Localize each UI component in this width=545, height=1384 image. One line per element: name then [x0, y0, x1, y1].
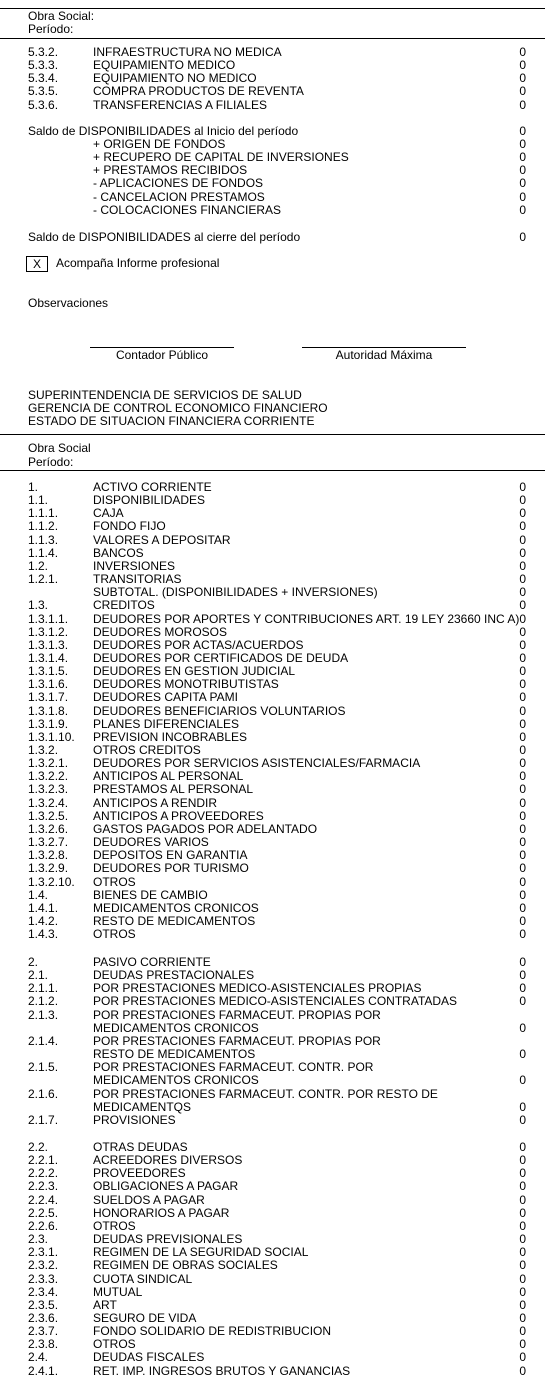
table-row	[28, 928, 526, 941]
row-description: DEUDORES POR SERVICIOS ASISTENCIALES/FARMACIA	[93, 756, 421, 771]
row-description-line-1: POR PRESTACIONES FARMACEUT. PROPIAS POR	[93, 1033, 381, 1048]
table-row	[28, 1273, 526, 1286]
row-code: 2.3.7.	[28, 1324, 59, 1339]
row-description: EQUIPAMIENTO NO MEDICO	[93, 71, 257, 86]
row-description: POR PRESTACIONES MEDICO-ASISTENCIALES PROPIAS	[93, 981, 422, 996]
table-row	[28, 665, 526, 678]
row-value: 0	[519, 480, 526, 494]
row-code: 2.4.	[28, 1350, 49, 1365]
row-description: OTROS CREDITOS	[93, 743, 201, 757]
table-row	[28, 1035, 526, 1061]
table-row	[28, 99, 526, 112]
table-row	[28, 889, 526, 902]
row-code: 1.3.2.8.	[28, 848, 69, 863]
row-code: 2.3.5.	[28, 1297, 59, 1312]
row-value: 0	[519, 756, 526, 771]
row-value: 0	[519, 1020, 526, 1035]
row-value: 0	[519, 900, 526, 915]
table-row	[28, 876, 526, 889]
header-line-3: ESTADO DE SITUACION FINANCIERA CORRIENTE	[28, 414, 315, 428]
table-row	[28, 494, 526, 507]
row-value: 0	[519, 545, 526, 560]
row-description: ACTIVO CORRIENTE	[93, 480, 212, 494]
row-code: 1.3.1.4.	[28, 650, 69, 665]
table-row	[28, 520, 526, 533]
cash-flow-value: 0	[519, 163, 526, 178]
row-value: 0	[519, 848, 526, 863]
row-description: DEUDORES POR CERTIFICADOS DE DEUDA	[93, 650, 349, 665]
row-code: 2.3.3.	[28, 1271, 59, 1286]
row-value: 0	[519, 1310, 526, 1325]
row-code: 1.3.2.9.	[28, 861, 69, 876]
row-value: 0	[519, 994, 526, 1009]
row-value: 0	[519, 955, 526, 969]
row-value: 0	[519, 981, 526, 996]
row-description-line-2: MEDICAMENTQS	[93, 1099, 192, 1114]
row-description-line-2: MEDICAMENTOS CRONICOS	[93, 1073, 259, 1088]
row-description: MUTUAL	[93, 1284, 143, 1299]
row-value: 0	[519, 97, 526, 112]
row-description: DEUDORES CAPITA PAMI	[93, 690, 238, 705]
row-value: 0	[519, 58, 526, 73]
row-description: TRANSFERENCIAS A FILIALES	[93, 97, 268, 112]
row-value: 0	[519, 1140, 526, 1154]
table-row	[28, 613, 526, 626]
row-value: 0	[519, 506, 526, 521]
saldo-inicio-value: 0	[519, 124, 526, 138]
row-code: 1.3.2.7.	[28, 835, 69, 850]
table-row	[28, 902, 526, 915]
row-description: INFRAESTRUCTURA NO MEDICA	[93, 45, 282, 59]
row-description: REGIMEN DE LA SEGURIDAD SOCIAL	[93, 1245, 309, 1260]
row-value: 0	[519, 716, 526, 731]
row-code: 1.3.	[28, 598, 49, 613]
row-value: 0	[519, 677, 526, 692]
row-description: OTROS	[93, 1218, 136, 1233]
table-row	[28, 626, 526, 639]
row-description: OTRAS DEUDAS	[93, 1140, 188, 1154]
row-description: BANCOS	[93, 545, 144, 560]
row-description: DEUDORES POR ACTAS/ACUERDOS	[93, 637, 304, 652]
row-description: REGIMEN DE OBRAS SOCIALES	[93, 1258, 278, 1273]
table-row	[28, 823, 526, 836]
table-row	[28, 849, 526, 862]
row-value: 0	[519, 1284, 526, 1299]
row-value: 0	[519, 874, 526, 889]
row-description: DEUDAS FISCALES	[93, 1350, 205, 1365]
row-description: PLANES DIFERENCIALES	[93, 716, 240, 731]
obra-social-label: Obra Social:	[28, 9, 95, 23]
row-description: DEUDORES POR TURISMO	[93, 861, 249, 876]
row-value: 0	[519, 1179, 526, 1194]
row-value: 0	[519, 1205, 526, 1220]
row-description: PROVEEDORES	[93, 1166, 186, 1181]
row-description: RET. IMP. INGRESOS BRUTOS Y GANANCIAS	[93, 1363, 351, 1378]
table-row	[28, 1286, 526, 1299]
row-code: 1.3.2.5.	[28, 808, 69, 823]
header-line-2: GERENCIA DE CONTROL ECONOMICO FINANCIERO	[28, 401, 328, 415]
row-value: 0	[519, 729, 526, 744]
row-value: 0	[519, 1271, 526, 1286]
cash-flow-value: 0	[519, 202, 526, 217]
table-row	[28, 1259, 526, 1272]
row-code: 5.3.4.	[28, 71, 59, 86]
row-description: PRESTAMOS AL PERSONAL	[93, 782, 254, 797]
row-description: DEUDORES MOROSOS	[93, 624, 228, 639]
row-description-line-1: POR PRESTACIONES FARMACEUT. PROPIAS POR	[93, 1007, 381, 1022]
table-row	[28, 59, 526, 72]
row-value: 0	[519, 1218, 526, 1233]
table-row	[28, 1061, 526, 1087]
cash-flow-row	[93, 204, 526, 217]
row-code: 1.3.1.3.	[28, 637, 69, 652]
row-code: 1.3.1.1.	[28, 611, 69, 626]
informe-profesional-checkbox[interactable]: X	[26, 256, 48, 272]
row-code: 1.3.1.7.	[28, 690, 69, 705]
row-code: 1.4.1.	[28, 900, 59, 915]
cash-flow-label: - COLOCACIONES FINANCIERAS	[93, 202, 282, 217]
row-code: 5.3.3.	[28, 58, 59, 73]
row-code: 2.2.4.	[28, 1192, 59, 1207]
row-code: 1.3.1.10.	[28, 729, 75, 744]
row-description: DEPOSITOS EN GARANTIA	[93, 848, 248, 863]
row-description: ANTICIPOS A RENDIR	[93, 795, 218, 810]
row-value: 0	[519, 1047, 526, 1062]
row-description: DEUDAS PRESTACIONALES	[93, 968, 255, 983]
table-row	[28, 810, 526, 823]
row-code: 2.3.6.	[28, 1310, 59, 1325]
row-code: 1.3.1.8.	[28, 703, 69, 718]
autoridad-maxima-signature: Autoridad Máxima	[302, 347, 466, 362]
table-row	[28, 1351, 526, 1364]
row-value: 0	[519, 84, 526, 99]
row-code: 2.1.2.	[28, 994, 59, 1009]
row-code: 1.4.3.	[28, 927, 59, 942]
row-value: 0	[519, 795, 526, 810]
row-description: MEDICAMENTOS CRONICOS	[93, 900, 259, 915]
row-value: 0	[519, 1245, 526, 1260]
row-code: 1.	[28, 480, 39, 494]
row-code: 1.3.1.2.	[28, 624, 69, 639]
table-row	[28, 705, 526, 718]
cash-flow-label: + RECUPERO DE CAPITAL DE INVERSIONES	[93, 150, 349, 165]
table-row	[28, 639, 526, 652]
table-row	[28, 1207, 526, 1220]
row-code: 2.2.6.	[28, 1218, 59, 1233]
obra-social-label-2: Obra Social	[28, 441, 91, 455]
table-row	[28, 862, 526, 875]
table-row	[28, 652, 526, 665]
row-code: 1.3.2.10.	[28, 874, 75, 889]
row-code: 2.2.1.	[28, 1153, 59, 1168]
row-code: 1.3.2.6.	[28, 821, 69, 836]
saldo-cierre-row	[28, 231, 526, 244]
row-description: DISPONIBILIDADES	[93, 493, 206, 508]
row-value: 0	[519, 769, 526, 784]
row-code: 5.3.5.	[28, 84, 59, 99]
row-code: 2.1.3.	[28, 1007, 59, 1022]
table-row	[28, 969, 526, 982]
table-row	[28, 1325, 526, 1338]
table-row	[28, 783, 526, 796]
row-description-line-2: RESTO DE MEDICAMENTOS	[93, 1047, 256, 1062]
saldo-inicio-label: Saldo de DISPONIBILIDADES al Inicio del período	[28, 124, 299, 138]
row-description-line-2: MEDICAMENTOS CRONICOS	[93, 1020, 259, 1035]
table-row	[28, 1180, 526, 1193]
row-code: 2.	[28, 955, 39, 969]
cash-flow-value: 0	[519, 150, 526, 165]
row-code: 1.1.4.	[28, 545, 59, 560]
row-value: 0	[519, 703, 526, 718]
row-description: BIENES DE CAMBIO	[93, 887, 208, 902]
row-value: 0	[519, 913, 526, 928]
row-value: 0	[519, 743, 526, 757]
row-description: OTROS	[93, 1337, 136, 1352]
table-row	[28, 691, 526, 704]
row-code: 2.1.4.	[28, 1033, 59, 1048]
row-description-line-1: POR PRESTACIONES FARMACEUT. CONTR. POR	[93, 1060, 374, 1075]
row-description: GASTOS PAGADOS POR ADELANTADO	[93, 821, 318, 836]
table-row	[28, 1154, 526, 1167]
row-description: RESTO DE MEDICAMENTOS	[93, 913, 256, 928]
row-code: 1.3.2.1.	[28, 756, 69, 771]
table-row	[28, 1088, 526, 1114]
row-code: 2.3.8.	[28, 1337, 59, 1352]
row-description: FONDO FIJO	[93, 519, 166, 534]
row-value: 0	[519, 1166, 526, 1181]
cash-flow-label: + ORIGEN DE FONDOS	[93, 137, 226, 151]
saldo-cierre-label: Saldo de DISPONIBILIDADES al cierre del período	[28, 230, 301, 244]
row-value: 0	[519, 1363, 526, 1378]
row-description: PREVISION INCOBRABLES	[93, 729, 248, 744]
row-description: TRANSITORIAS	[93, 572, 182, 587]
row-code: 2.3.1.	[28, 1245, 59, 1260]
row-value: 0	[519, 1350, 526, 1365]
row-description: OBLIGACIONES A PAGAR	[93, 1179, 239, 1194]
table-row	[28, 797, 526, 810]
periodo-label-2: Período:	[28, 455, 74, 469]
row-code: 2.1.6.	[28, 1086, 59, 1101]
table-row	[28, 915, 526, 928]
row-value: 0	[519, 558, 526, 573]
row-description: SUBTOTAL. (DISPONIBILIDADES + INVERSIONES)	[93, 585, 378, 600]
row-code: 2.3.2.	[28, 1258, 59, 1273]
table-row	[28, 1009, 526, 1035]
cash-flow-value: 0	[519, 189, 526, 204]
observaciones-label: Observaciones	[28, 296, 109, 310]
row-code: 2.2.5.	[28, 1205, 59, 1220]
row-description-line-1: POR PRESTACIONES FARMACEUT. CONTR. POR RESTO DE	[93, 1086, 438, 1101]
row-description: OTROS	[93, 874, 136, 889]
table-row	[28, 718, 526, 731]
row-description: ANTICIPOS A PROVEEDORES	[93, 808, 264, 823]
cash-flow-value: 0	[519, 137, 526, 151]
row-value: 0	[519, 1073, 526, 1088]
row-description: DEUDORES EN GESTION JUDICIAL	[93, 664, 296, 679]
row-value: 0	[519, 1324, 526, 1339]
row-value: 0	[519, 637, 526, 652]
row-value: 0	[519, 71, 526, 86]
cash-flow-value: 0	[519, 176, 526, 191]
row-description: POR PRESTACIONES MEDICO-ASISTENCIALES CONTRATADAS	[93, 994, 458, 1009]
row-value: 0	[519, 1337, 526, 1352]
row-value: 0	[519, 968, 526, 983]
cash-flow-label: - APLICACIONES DE FONDOS	[93, 176, 264, 191]
row-description: CAJA	[93, 506, 124, 521]
row-description: EQUIPAMIENTO MEDICO	[93, 58, 236, 73]
cash-flow-row	[93, 138, 526, 151]
row-code: 1.1.	[28, 493, 49, 508]
cash-flow-row	[93, 191, 526, 204]
row-code: 2.4.1.	[28, 1363, 59, 1378]
table-row	[28, 731, 526, 744]
table-row	[28, 1220, 526, 1233]
table-row	[28, 1246, 526, 1259]
row-description: VALORES A DEPOSITAR	[93, 532, 231, 547]
row-code: 2.1.1.	[28, 981, 59, 996]
row-code: 2.3.	[28, 1232, 49, 1247]
row-value: 0	[519, 664, 526, 679]
row-code: 1.1.1.	[28, 506, 59, 521]
row-value: 0	[519, 835, 526, 850]
row-description: COMPRA PRODUCTOS DE REVENTA	[93, 84, 304, 99]
row-code: 1.3.1.5.	[28, 664, 69, 679]
row-value: 0	[519, 808, 526, 823]
row-description: SEGURO DE VIDA	[93, 1310, 197, 1325]
page2-top-rule	[0, 434, 545, 435]
row-value: 0	[519, 1153, 526, 1168]
row-code: 1.3.1.6.	[28, 677, 69, 692]
row-description: OTROS	[93, 927, 136, 942]
row-value: 0	[519, 572, 526, 587]
table-row	[28, 1312, 526, 1325]
row-value: 0	[519, 1258, 526, 1273]
header-line-1: SUPERINTENDENCIA DE SERVICIOS DE SALUD	[28, 388, 302, 402]
row-value: 0	[519, 598, 526, 613]
row-value: 0	[519, 624, 526, 639]
cash-flow-label: - CANCELACION PRESTAMOS	[93, 189, 265, 204]
table-row	[28, 757, 526, 770]
row-value: 0	[519, 887, 526, 902]
row-code: 1.3.2.3.	[28, 782, 69, 797]
row-description: ACREEDORES DIVERSOS	[93, 1153, 243, 1168]
cash-flow-row	[93, 164, 526, 177]
row-value: 0	[519, 650, 526, 665]
row-value: 0	[519, 585, 526, 600]
row-value: 0	[519, 493, 526, 508]
table-row	[28, 547, 526, 560]
table-row	[28, 534, 526, 547]
row-description: DEUDORES POR APORTES Y CONTRIBUCIONES ART. 19 LEY 23660 INC A)	[93, 611, 520, 626]
row-value: 0	[519, 519, 526, 534]
row-code: 1.3.2.4.	[28, 795, 69, 810]
row-code: 2.2.2.	[28, 1166, 59, 1181]
row-description: ART	[93, 1297, 117, 1312]
row-description: DEUDORES VARIOS	[93, 835, 209, 850]
row-code: 1.2.1.	[28, 572, 59, 587]
row-description: PROVISIONES	[93, 1112, 176, 1127]
cash-flow-row	[93, 177, 526, 190]
row-description: CREDITOS	[93, 598, 155, 613]
row-code: 1.3.2.	[28, 743, 59, 757]
row-code: 2.1.5.	[28, 1060, 59, 1075]
row-value: 0	[519, 690, 526, 705]
row-value: 0	[519, 532, 526, 547]
table-row	[28, 1365, 526, 1378]
table-row	[28, 85, 526, 98]
row-code: 5.3.6.	[28, 97, 59, 112]
page2-header-rule	[0, 470, 545, 471]
row-value: 0	[519, 1192, 526, 1207]
row-description: SUELDOS A PAGAR	[93, 1192, 205, 1207]
contador-publico-signature: Contador Público	[90, 347, 234, 362]
row-description: HONORARIOS A PAGAR	[93, 1205, 230, 1220]
cash-flow-label: + PRESTAMOS RECIBIDOS	[93, 163, 248, 178]
row-value: 0	[519, 611, 526, 626]
row-value: 0	[519, 1232, 526, 1247]
row-value: 0	[519, 821, 526, 836]
row-description: DEUDORES BENEFICIARIOS VOLUNTARIOS	[93, 703, 346, 718]
row-value: 0	[519, 45, 526, 59]
row-value: 0	[519, 782, 526, 797]
table-row	[28, 599, 526, 612]
row-code: 1.2.	[28, 558, 49, 573]
row-code: 2.3.4.	[28, 1284, 59, 1299]
row-description: INVERSIONES	[93, 558, 176, 573]
row-code: 2.1.	[28, 968, 49, 983]
cash-flow-row	[93, 151, 526, 164]
row-code: 1.4.	[28, 887, 49, 902]
table-row	[28, 560, 526, 573]
row-description: PASIVO CORRIENTE	[93, 955, 211, 969]
header-rule	[0, 38, 545, 39]
table-row	[28, 995, 526, 1008]
informe-profesional-label: Acompaña Informe profesional	[56, 256, 220, 270]
row-value: 0	[519, 1099, 526, 1114]
row-value: 0	[519, 1112, 526, 1127]
row-description: ANTICIPOS AL PERSONAL	[93, 769, 244, 784]
row-code: 5.3.2.	[28, 45, 59, 59]
table-row	[28, 1194, 526, 1207]
row-code: 1.3.1.9.	[28, 716, 69, 731]
row-code: 2.1.7.	[28, 1112, 59, 1127]
row-code: 1.1.3.	[28, 532, 59, 547]
row-code: 2.2.	[28, 1140, 49, 1154]
row-value: 0	[519, 1297, 526, 1312]
table-row	[28, 586, 526, 599]
row-description: DEUDORES MONOTRIBUTISTAS	[93, 677, 279, 692]
row-value: 0	[519, 861, 526, 876]
row-code: 2.2.3.	[28, 1179, 59, 1194]
row-code: 1.1.2.	[28, 519, 59, 534]
row-description: DEUDAS PREVISIONALES	[93, 1232, 243, 1247]
row-code: 1.4.2.	[28, 913, 59, 928]
table-row	[28, 1114, 526, 1127]
table-row	[28, 1299, 526, 1312]
periodo-label: Período:	[28, 22, 74, 36]
row-description: FONDO SOLIDARIO DE REDISTRIBUCION	[93, 1324, 332, 1339]
row-value: 0	[519, 927, 526, 942]
row-code: 1.3.2.2.	[28, 769, 69, 784]
saldo-cierre-value: 0	[519, 230, 526, 244]
row-description: CUOTA SINDICAL	[93, 1271, 193, 1286]
